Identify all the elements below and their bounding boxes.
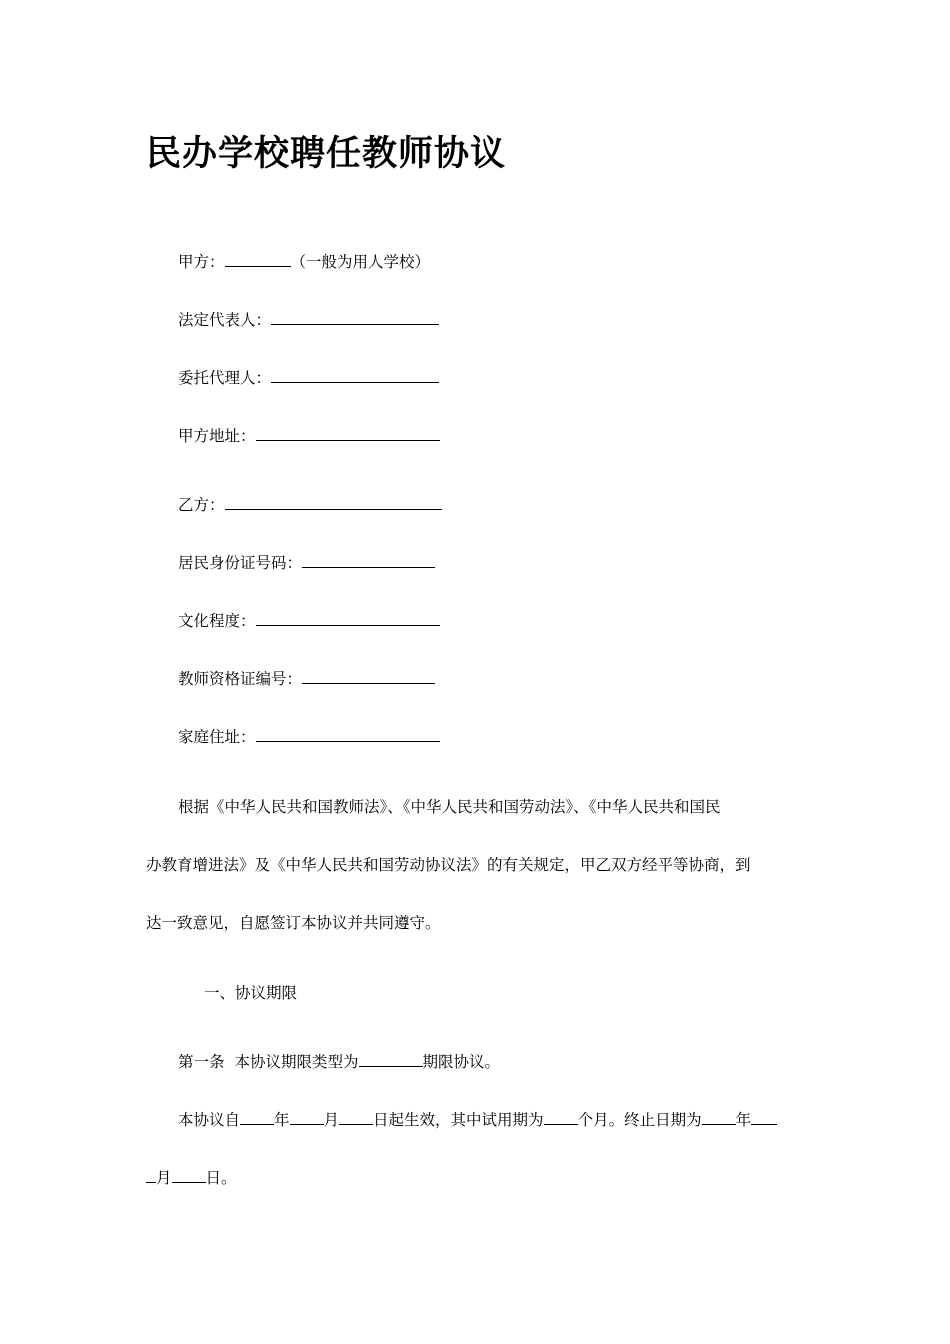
blank-start-year[interactable] [240, 1109, 274, 1125]
blank-probation-months[interactable] [544, 1109, 578, 1125]
term-text: 年 [735, 1111, 752, 1129]
term-text: 月 [156, 1169, 172, 1187]
blank-start-month[interactable] [290, 1109, 324, 1125]
blank-party-b[interactable] [225, 494, 442, 510]
field-label: 甲方： [178, 253, 225, 271]
field-label: 家庭住址： [178, 728, 256, 746]
blank-end-month-part-2[interactable] [146, 1167, 156, 1183]
field-id-number [178, 551, 435, 573]
term-text: 本协议自 [178, 1111, 241, 1129]
article-1 [178, 1050, 500, 1072]
blank-legal-representative[interactable] [271, 309, 439, 325]
term-text: 月 [323, 1111, 340, 1129]
article-text: 期限协议。 [422, 1053, 501, 1071]
field-note: （一般为用人学校） [290, 253, 431, 271]
term-text: 日起生效，其中试用期为 [373, 1111, 544, 1129]
term-line-1 [178, 1108, 777, 1130]
field-party-a [178, 250, 430, 272]
document-title: 民办学校聘任教师协议 [146, 133, 507, 174]
field-teacher-certificate [178, 667, 435, 689]
field-party-a-address [178, 424, 440, 446]
blank-teacher-certificate[interactable] [302, 668, 435, 684]
field-label: 乙方： [178, 496, 225, 514]
blank-authorized-agent[interactable] [271, 367, 439, 383]
preamble-line-2: 办教育增进法》及《中华人民共和国劳动协议法》的有关规定，甲乙双方经平等协商，到 [146, 856, 751, 874]
term-text: 个月。终止日期为 [577, 1111, 702, 1129]
field-education [178, 609, 440, 631]
field-party-b [178, 493, 442, 515]
blank-party-a[interactable] [225, 251, 291, 267]
field-label: 法定代表人： [178, 311, 272, 329]
blank-end-year[interactable] [702, 1109, 736, 1125]
field-label: 委托代理人： [178, 369, 272, 387]
field-label: 教师资格证编号： [178, 670, 303, 688]
blank-education[interactable] [256, 610, 440, 626]
blank-end-month-part-1[interactable] [751, 1109, 777, 1125]
article-text: 本协议期限类型为 [234, 1053, 359, 1071]
section-heading: 一、协议期限 [204, 984, 298, 1002]
field-label: 甲方地址： [178, 427, 256, 445]
blank-term-type[interactable] [359, 1051, 423, 1067]
blank-end-day[interactable] [172, 1167, 206, 1183]
blank-party-a-address[interactable] [256, 425, 440, 441]
term-text: 日。 [205, 1169, 237, 1187]
article-label: 第一条 [178, 1053, 225, 1071]
blank-start-day[interactable] [339, 1109, 373, 1125]
field-label: 居民身份证号码： [178, 554, 303, 572]
preamble-line-3: 达一致意见，自愿签订本协议并共同遵守。 [146, 914, 441, 932]
field-home-address [178, 725, 440, 747]
field-legal-representative [178, 308, 439, 330]
term-text: 年 [274, 1111, 290, 1129]
field-label: 文化程度： [178, 612, 256, 630]
blank-id-number[interactable] [302, 552, 435, 568]
field-authorized-agent [178, 366, 439, 388]
term-line-2 [146, 1166, 237, 1188]
preamble-line-1: 根据《中华人民共和国教师法》、《中华人民共和国劳动法》、《中华人民共和国民 [178, 798, 721, 816]
blank-home-address[interactable] [256, 726, 440, 742]
